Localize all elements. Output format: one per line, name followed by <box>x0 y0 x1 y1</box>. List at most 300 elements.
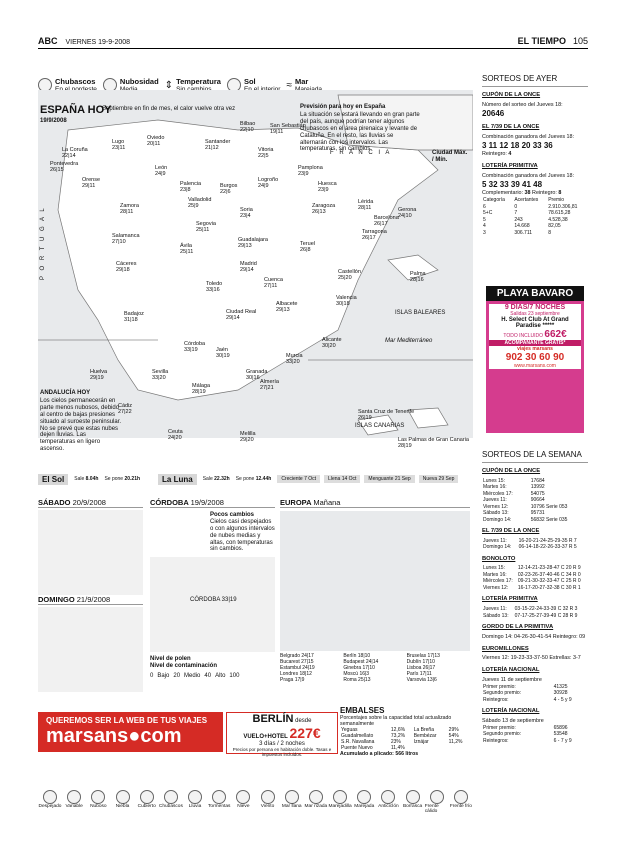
europe-city: Varsovia 13|6 <box>406 677 437 683</box>
icon-key-label: Borrasca <box>402 804 423 809</box>
city-forecast <box>188 198 211 210</box>
warm-front-icon <box>430 790 444 804</box>
city-temp: 29|20 <box>240 436 254 443</box>
city-name: Pontevedra <box>50 161 79 167</box>
berlin-note: Precios por persona en habitación doble. Tasas e impuestos incluidos. <box>232 747 332 757</box>
table-cell: Martes 16: <box>483 484 507 491</box>
table-row <box>482 697 588 704</box>
city-name: La Coruña <box>62 147 88 153</box>
page-header <box>38 36 588 49</box>
icon-key-item <box>256 790 280 814</box>
city-temp: 24|10 <box>398 212 412 219</box>
city-temp: 24|9 <box>155 170 166 177</box>
berlin-price: VUELO+HOTEL 227€ <box>243 725 321 741</box>
sorteos-semana: SORTEOS DE LA SEMANA <box>482 450 588 463</box>
city-name: San Sebastián <box>270 123 306 129</box>
city-forecast <box>62 148 88 160</box>
city-name: Melilla <box>240 431 256 437</box>
nacional-1-date: Jueves 11 de septiembre <box>482 676 542 683</box>
city-temp: 27|21 <box>260 384 274 391</box>
table-row <box>482 544 588 551</box>
table-cell: 90664 <box>530 497 545 504</box>
city-temp: 22|6 <box>220 188 231 195</box>
city-name: Sevilla <box>152 369 169 375</box>
embalses-title: EMBALSES <box>340 706 385 715</box>
rain-icon <box>188 790 202 804</box>
label-portugal: P O R T U G A L <box>40 206 46 280</box>
city-forecast <box>318 182 337 194</box>
city-forecast <box>116 262 136 274</box>
gordo-row: Domingo 14: 04-26-30-41-54 Reintegro: 09 <box>482 633 586 640</box>
table-cell: Iznájar <box>413 739 429 745</box>
city-temp: 30|18 <box>336 300 350 307</box>
city-forecast <box>205 140 230 152</box>
city-forecast <box>196 222 216 234</box>
primitiva-semana: LOTERÍA PRIMITIVA <box>482 596 538 603</box>
nacional-1-rows <box>482 684 588 704</box>
rippled-sea-icon <box>309 790 323 804</box>
table-row <box>482 517 588 524</box>
weekly-lotteries <box>482 450 588 744</box>
city-forecast <box>338 270 361 282</box>
city-temp: 20|11 <box>147 140 161 147</box>
city-temp: 22|14 <box>62 152 76 159</box>
sun-moon-bar <box>38 472 473 486</box>
icon-key-label: Marejadilla <box>328 804 352 809</box>
city-name: Palencia <box>180 181 202 187</box>
city-name: Madrid <box>240 261 257 267</box>
city-temp: 33|20 <box>286 358 300 365</box>
city-name: Santa Cruz de Tenerife <box>358 409 415 415</box>
fog-icon <box>116 790 130 804</box>
sol-salida: Sale 8.04h <box>74 476 99 482</box>
table-cell: Jueves 11: <box>483 606 507 613</box>
domingo-map <box>38 607 143 692</box>
europe-city: Bucarest 27|15 <box>280 659 314 665</box>
icon-key-item <box>207 790 231 814</box>
primitiva-num: 5 32 33 39 41 48 <box>482 179 543 189</box>
icon-key-item <box>425 790 449 814</box>
city-forecast <box>374 216 399 228</box>
berlin-nights: 3 días / 2 noches <box>259 741 305 747</box>
table-row <box>482 606 588 613</box>
table-cell: Puente Nuevo <box>341 745 373 751</box>
city-forecast <box>226 310 256 322</box>
city-temp: 27|11 <box>264 282 278 289</box>
icon-key-label: Marejada <box>354 804 375 809</box>
high-icon <box>381 790 395 804</box>
icon-key-item <box>280 790 304 814</box>
city-temp: 28|11 <box>120 208 134 215</box>
header-date: VIERNES 19-9-2008 <box>65 39 131 46</box>
table-cell: 54% <box>448 733 459 739</box>
city-name: Pamplona <box>298 165 323 171</box>
city-temp: 25|11 <box>196 226 210 233</box>
city-forecast <box>192 384 210 396</box>
table-cell: 16-17-20-27-32-38 C 30 R 1 <box>517 584 581 591</box>
el7: EL 7/39 DE LA ONCE <box>482 124 540 131</box>
euromillones: EUROMILLONES <box>482 645 529 652</box>
city-name: Lérida <box>358 199 374 205</box>
cold-front-icon <box>454 790 468 804</box>
europe-city: Budapest 24|14 <box>343 659 379 665</box>
city-temp: 26|17 <box>362 234 376 241</box>
icon-key-item <box>111 790 135 814</box>
europe-city: París 17|11 <box>406 671 432 677</box>
primitiva-table: Categoría Acertantes Premio 6 0 2.910.306,81 5+C 7 78.615,28 5 243 4.528,38 4 14.668 82,05 3 306.711 8 <box>483 197 578 236</box>
andalucia-title: ANDALUCÍA HOY <box>40 390 91 396</box>
city-temp: 28|19 <box>398 442 412 449</box>
nacional-2-date: Sábado 13 de septiembre <box>482 717 544 724</box>
city-forecast <box>180 244 193 256</box>
table-row <box>482 738 588 745</box>
icon-key-label: Frente frío <box>449 804 472 809</box>
city-forecast <box>184 342 205 354</box>
label-ciudad: Ciudad Máx. / Mín. <box>432 150 468 163</box>
icon-key-item <box>135 790 159 814</box>
city-temp: 26|19 <box>358 414 372 421</box>
icon-key-item <box>449 790 473 814</box>
city-forecast <box>216 348 230 360</box>
table-cell: 09-21-30-32-33-47 C 25 R 0 <box>517 578 581 585</box>
table-cell: Segundo premio: <box>483 690 522 697</box>
table-cell: Miércoles 17: <box>483 490 513 497</box>
table-cell: 11,2% <box>448 739 463 745</box>
city-temp: 19|11 <box>270 128 284 135</box>
icon-key-label: Variable <box>65 804 83 809</box>
phase-nueva: Nueva 29 Sep <box>419 475 459 483</box>
europe-city: Moscú 16|3 <box>343 671 370 677</box>
andalucia-text: Los cielos permanecerán en parte menos nubosos, debido al centro de bajas presiones situado al suroeste peninsular. No se prevé que estas nubes dejen lluvias. Las temperaturas en ligero ascenso. <box>40 398 122 453</box>
city-name: Cáceres <box>116 261 137 267</box>
icon-key-item <box>401 790 425 814</box>
city-temp: 29|11 <box>82 182 96 189</box>
table-cell: 07-17-25-27-39-49 C 28 R 9 <box>514 612 578 619</box>
europa-forecast <box>280 498 470 683</box>
slight-sea-icon <box>333 790 347 804</box>
sol-label: El Sol <box>38 474 68 485</box>
city-forecast <box>336 296 357 308</box>
city-temp: 24|20 <box>168 434 182 441</box>
city-name: Bilbao <box>240 121 256 127</box>
city-forecast <box>398 208 416 220</box>
spain-title: ESPAÑA HOY <box>40 104 112 116</box>
city-forecast <box>258 178 278 190</box>
ad-title: PLAYA BAVARO <box>486 286 584 301</box>
sorteos-ayer: SORTEOS DE AYER <box>482 74 588 87</box>
city-name: Jaén <box>216 347 228 353</box>
legend-nubosidad: Nubosidad <box>103 74 159 96</box>
label-canarias: ISLAS CANARIAS <box>355 423 405 429</box>
city-forecast <box>240 432 256 444</box>
embalses-sub: Porcentajes sobre la capacidad total actualizado semanalmente <box>340 715 452 727</box>
table-cell: 30928 <box>553 690 568 697</box>
city-name: Granada <box>246 369 268 375</box>
city-temp: 26|13 <box>312 208 326 215</box>
table-cell: Viernes 12: <box>483 584 509 591</box>
city-temp: 31|18 <box>124 316 138 323</box>
city-temp: 29|14 <box>226 314 240 321</box>
cupon-rows <box>482 478 588 524</box>
europe-city: Berlín 18|10 <box>343 653 371 659</box>
cupon-semana: CUPÓN DE LA ONCE <box>482 468 541 475</box>
city-temp: 30|20 <box>322 342 336 349</box>
icon-key-label: Tormentas <box>208 804 231 809</box>
city-forecast <box>240 262 257 274</box>
europe-city: Londres 18|12 <box>280 671 312 677</box>
city-forecast <box>50 162 78 174</box>
nacional-2: LOTERÍA NACIONAL <box>482 708 540 715</box>
europe-city: Roma 25|13 <box>343 677 371 683</box>
table-cell: 56832 Serie 035 <box>530 516 568 523</box>
city-temp: 30|16 <box>246 374 260 381</box>
city-name: Orense <box>82 177 101 183</box>
table-cell: Bembézar <box>413 733 437 739</box>
city-temp: 29|19 <box>90 374 104 381</box>
city-temp: 25|9 <box>188 202 199 209</box>
city-temp: 21|12 <box>205 144 219 151</box>
city-temp: 26|8 <box>300 246 311 253</box>
city-name: Lugo <box>112 139 125 145</box>
phase-creciente: Creciente 7 Oct <box>277 475 320 483</box>
table-cell: 73,2% <box>390 733 406 739</box>
marsans-top: QUEREMOS SER LA WEB DE TUS VIAJES <box>46 716 208 725</box>
berlin-ad[interactable] <box>226 712 338 757</box>
table-cell: 4 - 5 y 9 <box>553 696 572 703</box>
city-forecast <box>112 234 140 246</box>
city-name: Palma <box>410 271 426 277</box>
overcast-icon <box>140 790 154 804</box>
table-cell: La Breña <box>413 727 434 733</box>
brand: ABC <box>38 36 58 46</box>
city-name: Toledo <box>206 281 223 287</box>
table-cell: 29% <box>448 727 459 733</box>
city-temp: 33|16 <box>206 286 220 293</box>
icon-key-item <box>328 790 352 814</box>
city-forecast <box>155 166 167 178</box>
city-forecast <box>82 178 100 190</box>
table-row <box>482 613 588 620</box>
legend-mar: ≈ Mar <box>286 77 309 91</box>
table-cell: 41325 <box>553 683 568 690</box>
city-name: Castellón <box>338 269 361 275</box>
table-cell: 03-15-22-24-33-39 C 32 R 3 <box>514 606 578 613</box>
icon-key-label: Anticiclón <box>378 804 399 809</box>
table-cell: Miércoles 17: <box>483 578 513 585</box>
euromillones-row: Viernes 12: 19-23-33-37-50 Estrellas: 3-7 <box>482 655 581 662</box>
label-mediterraneo: Mar Mediterráneo <box>385 338 433 344</box>
phase-menguante: Menguante 21 Sep <box>364 475 414 483</box>
spain-subtitle: Septiembre en fin de mes, el calor vuelve otra vez <box>102 106 236 112</box>
europe-city: Dublín 17|10 <box>406 659 435 665</box>
icon-key-label: Mar rizada <box>304 804 328 809</box>
city-temp: 29|18 <box>116 266 130 273</box>
city-temp: 22|5 <box>258 152 269 159</box>
table-cell: 12,6% <box>390 727 406 733</box>
cupon-once: CUPÓN DE LA ONCE <box>482 92 541 99</box>
snow-icon <box>236 790 250 804</box>
table-cell: 16-20-21-24-25-29-35 R 7 <box>518 537 577 544</box>
city-forecast <box>286 354 303 366</box>
table-cell: Reintegros: <box>483 737 509 744</box>
table-cell: Yeguas <box>341 727 358 733</box>
luna-pone: Se pone 12.44h <box>235 476 272 482</box>
andalucia-forecast <box>38 498 143 622</box>
europe-city: Bruselas 17|13 <box>406 653 440 659</box>
ad-inner: 9 DÍAS/7 NOCHES Salidas 23 septiembre H. Select Club At Grand Paradise ***** TODO INCLUIDO 662€ ACOMPAÑANTE GRATIS* viajes marsans 902 30 60 90 www.marsans.com <box>489 304 581 369</box>
city-name: Guadalajara <box>238 237 268 243</box>
phase-llena: Llena 14 Oct <box>324 475 360 483</box>
icon-key-label: Frente cálido <box>424 804 439 814</box>
table-cell: 23% <box>390 739 401 745</box>
city-temp: 28|16 <box>410 276 424 283</box>
city-name: Murcia <box>286 353 303 359</box>
city-name: Valladolid <box>188 197 212 203</box>
city-temp: 29|13 <box>238 242 252 249</box>
city-name: Albacete <box>276 301 298 307</box>
table-cell: Viernes 12: <box>483 503 509 510</box>
city-name: Huelva <box>90 369 108 375</box>
city-name: León <box>155 165 168 171</box>
city-forecast <box>147 136 164 148</box>
icon-key-item <box>231 790 255 814</box>
europa-map <box>280 511 470 651</box>
icon-key-label: Viento <box>260 804 275 809</box>
sol-puesta: Se pone 20.21h <box>104 476 141 482</box>
city-name: Soria <box>240 207 253 213</box>
europe-city: Ginebra 17|10 <box>343 665 375 671</box>
city-forecast <box>264 278 283 290</box>
city-temp: 25|20 <box>338 274 352 281</box>
europa-heading: EUROPA Mañana <box>280 498 470 508</box>
city-forecast <box>410 272 426 284</box>
table-row <box>482 585 588 592</box>
icon-key-item <box>159 790 183 814</box>
icon-key-item <box>304 790 328 814</box>
city-temp: 22|10 <box>240 126 254 133</box>
primitiva-compl: Complementario: 38 Reintegro: 8 <box>482 190 562 197</box>
city-name: Gerona <box>398 207 417 213</box>
city-name: Almería <box>260 379 279 385</box>
marsans-ad[interactable] <box>38 712 223 752</box>
primitiva-label: Combinación ganadora del Jueves 18: <box>482 172 575 179</box>
city-forecast <box>90 370 107 382</box>
el7-reintegro: Reintegro: 4 <box>482 151 512 158</box>
primitiva-rows <box>482 606 588 619</box>
legend-temperatura: ⇕ Temperatura <box>164 77 221 91</box>
table-cell: 02-23-26-37-40-46 C 34 R 0 <box>517 571 581 578</box>
storm-icon <box>212 790 226 804</box>
city-name: Segovia <box>196 221 216 227</box>
cupon-num: 20646 <box>482 108 505 118</box>
europe-city: Praga 17|9 <box>280 677 305 683</box>
city-temp: 23|8 <box>180 186 191 193</box>
icon-key-label: Nieve <box>237 804 250 809</box>
city-forecast <box>258 148 274 160</box>
city-temp: 33|19 <box>184 346 198 353</box>
table-cell: Lunes 15: <box>483 565 505 572</box>
table-cell: 65896 <box>553 724 568 731</box>
luna-label: La Luna <box>158 474 197 485</box>
icon-key-item <box>352 790 376 814</box>
icon-key-label: Lluvia <box>188 804 202 809</box>
nacional-1: LOTERÍA NACIONAL <box>482 667 540 674</box>
icon-key-item <box>38 790 62 814</box>
city-forecast <box>358 410 414 422</box>
lotteries-column <box>482 74 588 236</box>
city-forecast <box>270 124 306 136</box>
city-forecast <box>220 184 237 196</box>
table-cell: Primer premio: <box>483 724 516 731</box>
city-name: Teruel <box>300 241 315 247</box>
city-name: Barcelona <box>374 215 399 221</box>
playa-bavaro-ad[interactable] <box>486 286 584 433</box>
city-temp: 23|4 <box>240 212 251 219</box>
europe-city: Belgrado 24|17 <box>280 653 314 659</box>
city-temp: 29|14 <box>240 266 254 273</box>
luna-sale: Sale 22.32h <box>202 476 230 482</box>
city-name: Zamora <box>120 203 139 209</box>
showers-icon <box>164 790 178 804</box>
cloudy-icon <box>91 790 105 804</box>
city-name: Córdoba <box>184 341 206 347</box>
table-cell: Jueves 11: <box>483 497 507 504</box>
city-temp: 33|20 <box>152 374 166 381</box>
spain-date: 19/9/2008 <box>40 118 67 124</box>
icon-key-label: Niebla <box>115 804 130 809</box>
city-forecast <box>398 438 469 450</box>
city-temp: 26|17 <box>374 220 388 227</box>
table-cell: 06-14-18-22-26-33-37 R 5 <box>518 544 577 551</box>
sun-icon <box>43 790 57 804</box>
table-cell: 12-14-21-23-28-47 C 20 R 9 <box>517 565 581 572</box>
icon-key-label: Mar llana <box>281 804 302 809</box>
table-cell: Primer premio: <box>483 683 516 690</box>
sabado-heading: SÁBADO 20/9/2008 <box>38 498 143 508</box>
city-forecast <box>300 242 315 254</box>
city-forecast <box>276 302 297 314</box>
forecast-text: La situación se estará llevando en gran parte del país, aunque podrían tener algunos chubascos en el área pirenaica y levante de Cataluña. En el resto, las lluvias se alternarán con los intervalos. Las temperaturas, sin cambios. <box>300 112 420 153</box>
sabado-map <box>38 510 143 595</box>
city-name: Tarragona <box>362 229 387 235</box>
nivel-polen: Nivel de polen <box>150 656 191 663</box>
cupon-label: Número del sorteo del Jueves 18: <box>482 101 563 108</box>
cordoba-map <box>150 557 275 652</box>
city-forecast <box>152 370 168 382</box>
nivel-contaminacion: Nivel de contaminación <box>150 663 218 670</box>
calm-sea-icon <box>285 790 299 804</box>
cordoba-note: Cielos casi despejados o con algunos intervalos de nubes medias y altas, con temperaturas sin cambios. <box>210 518 275 553</box>
nacional-2-rows <box>482 725 588 745</box>
el739-rows <box>482 538 588 551</box>
city-temp: 27|22 <box>118 408 132 415</box>
el7-label: Combinación ganadora del Jueves 18: <box>482 133 575 140</box>
domingo-heading: DOMINGO 21/9/2008 <box>38 595 143 605</box>
table-cell: 6 - 7 y 9 <box>553 737 572 744</box>
wind-icon <box>261 790 275 804</box>
cordoba-forecast <box>150 498 275 688</box>
city-name: Cuenca <box>264 277 283 283</box>
europa-cities <box>280 653 470 683</box>
embalses <box>340 706 470 757</box>
table-cell: Martes 16: <box>483 571 507 578</box>
table-cell: 53548 <box>553 731 568 738</box>
city-temp: 26|15 <box>50 166 64 173</box>
city-name: Málaga <box>192 383 211 389</box>
table-cell: Jueves 11: <box>483 537 507 544</box>
bonoloto-rows <box>482 565 588 591</box>
table-cell: 95731 <box>530 510 545 517</box>
